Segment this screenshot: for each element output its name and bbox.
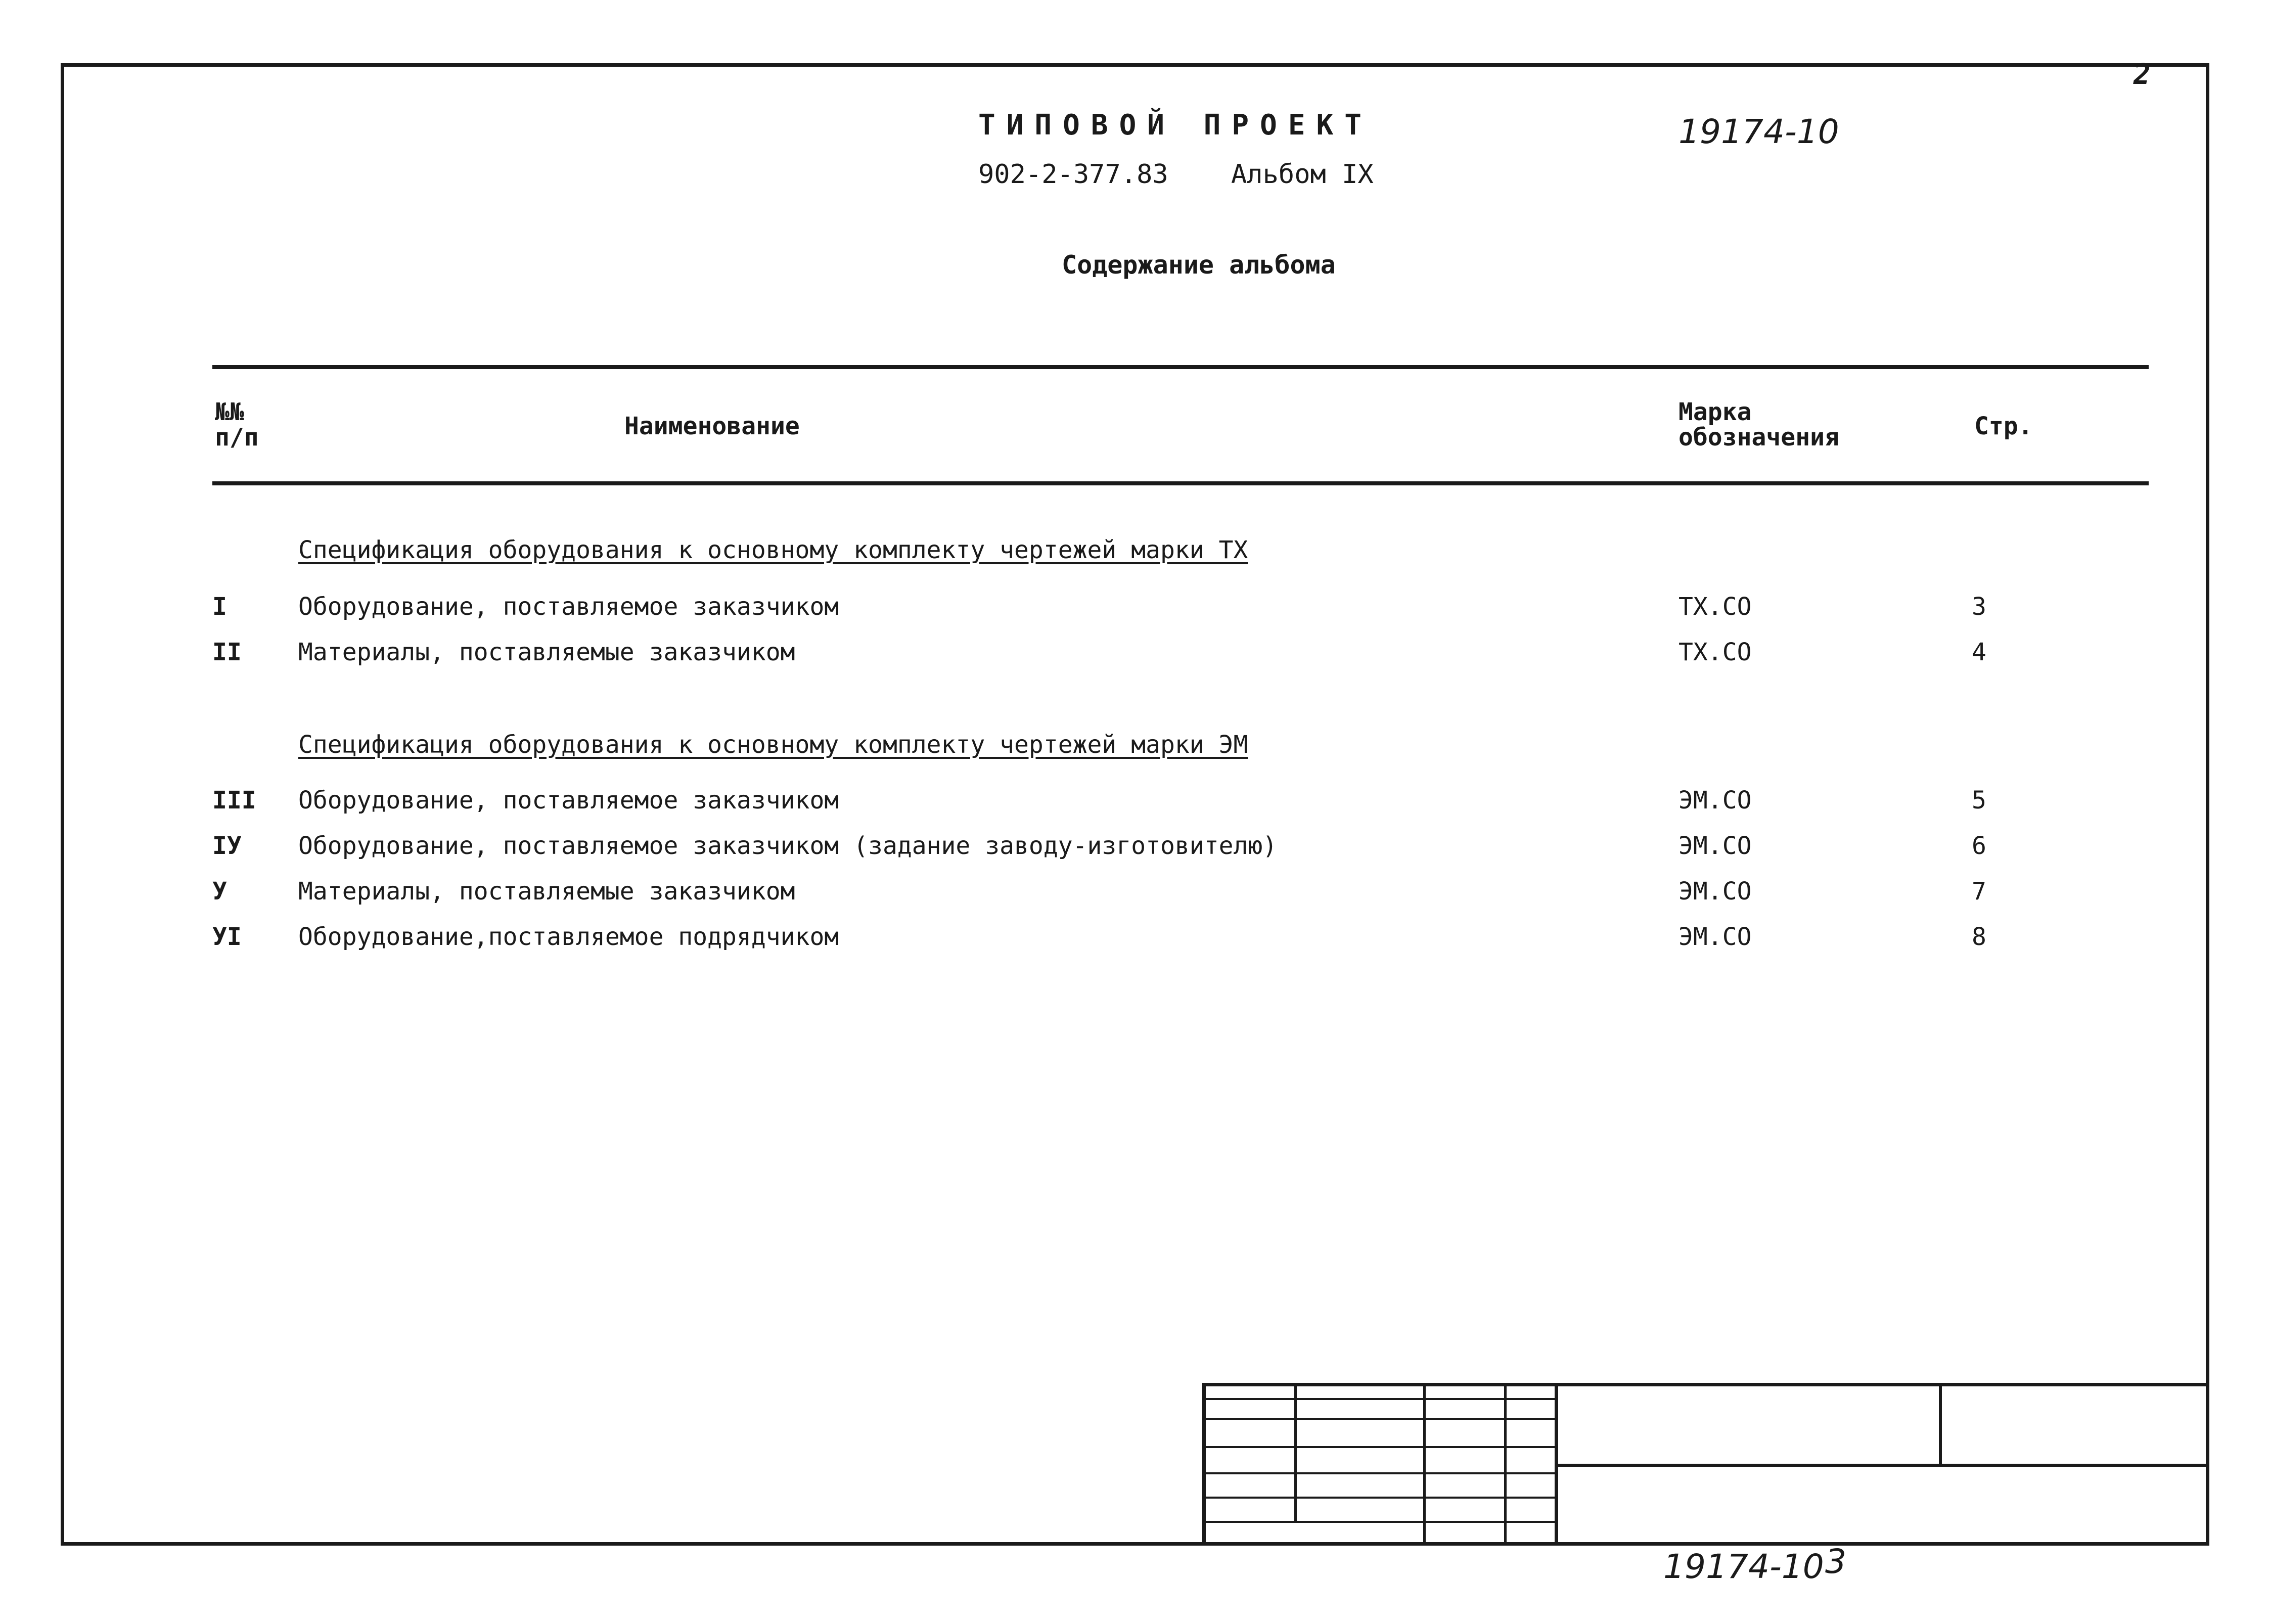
table-header-rule bbox=[212, 481, 2149, 485]
row-page: 7 bbox=[1972, 877, 1986, 906]
row-no: IУ bbox=[212, 832, 242, 860]
corner-mark: 2 bbox=[2134, 58, 2151, 91]
row-mark: ЭМ.СО bbox=[1678, 877, 1752, 906]
row-no: II bbox=[212, 638, 242, 666]
doc-number-handwritten: 19174-10 bbox=[1678, 112, 1839, 151]
row-no: У bbox=[212, 877, 227, 906]
row-name: Материалы, поставляемые заказчиком bbox=[298, 638, 795, 666]
row-no: III bbox=[212, 786, 256, 815]
header-no-line1: №№ bbox=[215, 398, 244, 426]
header-page: Стр. bbox=[1974, 412, 2033, 440]
row-mark: ТХ.СО bbox=[1678, 593, 1752, 621]
header-mark-line1: Марка bbox=[1678, 398, 1752, 426]
row-name: Материалы, поставляемые заказчиком bbox=[298, 877, 795, 906]
header-mark bbox=[1678, 399, 1839, 450]
footer-sheet-number: 3 bbox=[1825, 1542, 1846, 1581]
header-name: Наименование bbox=[624, 412, 800, 440]
header-mark-line2: обозначения bbox=[1678, 423, 1839, 452]
row-name: Оборудование, поставляемое заказчиком bbox=[298, 786, 839, 815]
header-no bbox=[215, 399, 259, 450]
footer-doc-number: 19174-10 bbox=[1663, 1547, 1824, 1586]
section-title-tx: Спецификация оборудования к основному комплекту чертежей марки ТХ bbox=[298, 536, 1248, 564]
row-page: 3 bbox=[1972, 593, 1986, 621]
table-top-rule bbox=[212, 365, 2149, 369]
row-no: I bbox=[212, 593, 227, 621]
row-mark: ЭМ.СО bbox=[1678, 923, 1752, 951]
row-name: Оборудование, поставляемое заказчиком bbox=[298, 593, 839, 621]
row-mark: ЭМ.СО bbox=[1678, 786, 1752, 815]
row-page: 8 bbox=[1972, 923, 1986, 951]
row-page: 4 bbox=[1972, 638, 1986, 666]
row-page: 6 bbox=[1972, 832, 1986, 860]
album-label: Альбом IX bbox=[1231, 159, 1374, 190]
header-no-line2: п/п bbox=[215, 423, 259, 452]
row-page: 5 bbox=[1972, 786, 1986, 815]
row-name: Оборудование,поставляемое подрядчиком bbox=[298, 923, 839, 951]
row-mark: ТХ.СО bbox=[1678, 638, 1752, 666]
contents-title: Содержание альбома bbox=[1062, 250, 1336, 280]
row-mark: ЭМ.СО bbox=[1678, 832, 1752, 860]
row-name: Оборудование, поставляемое заказчиком (задание заводу-изготовителю) bbox=[298, 832, 1278, 860]
row-no: УI bbox=[212, 923, 242, 951]
project-code: 902-2-377.83 bbox=[978, 159, 1168, 190]
section-title-em: Спецификация оборудования к основному комплекту чертежей марки ЭМ bbox=[298, 731, 1248, 759]
page-title: ТИПОВОЙ ПРОЕКТ bbox=[978, 109, 1373, 142]
